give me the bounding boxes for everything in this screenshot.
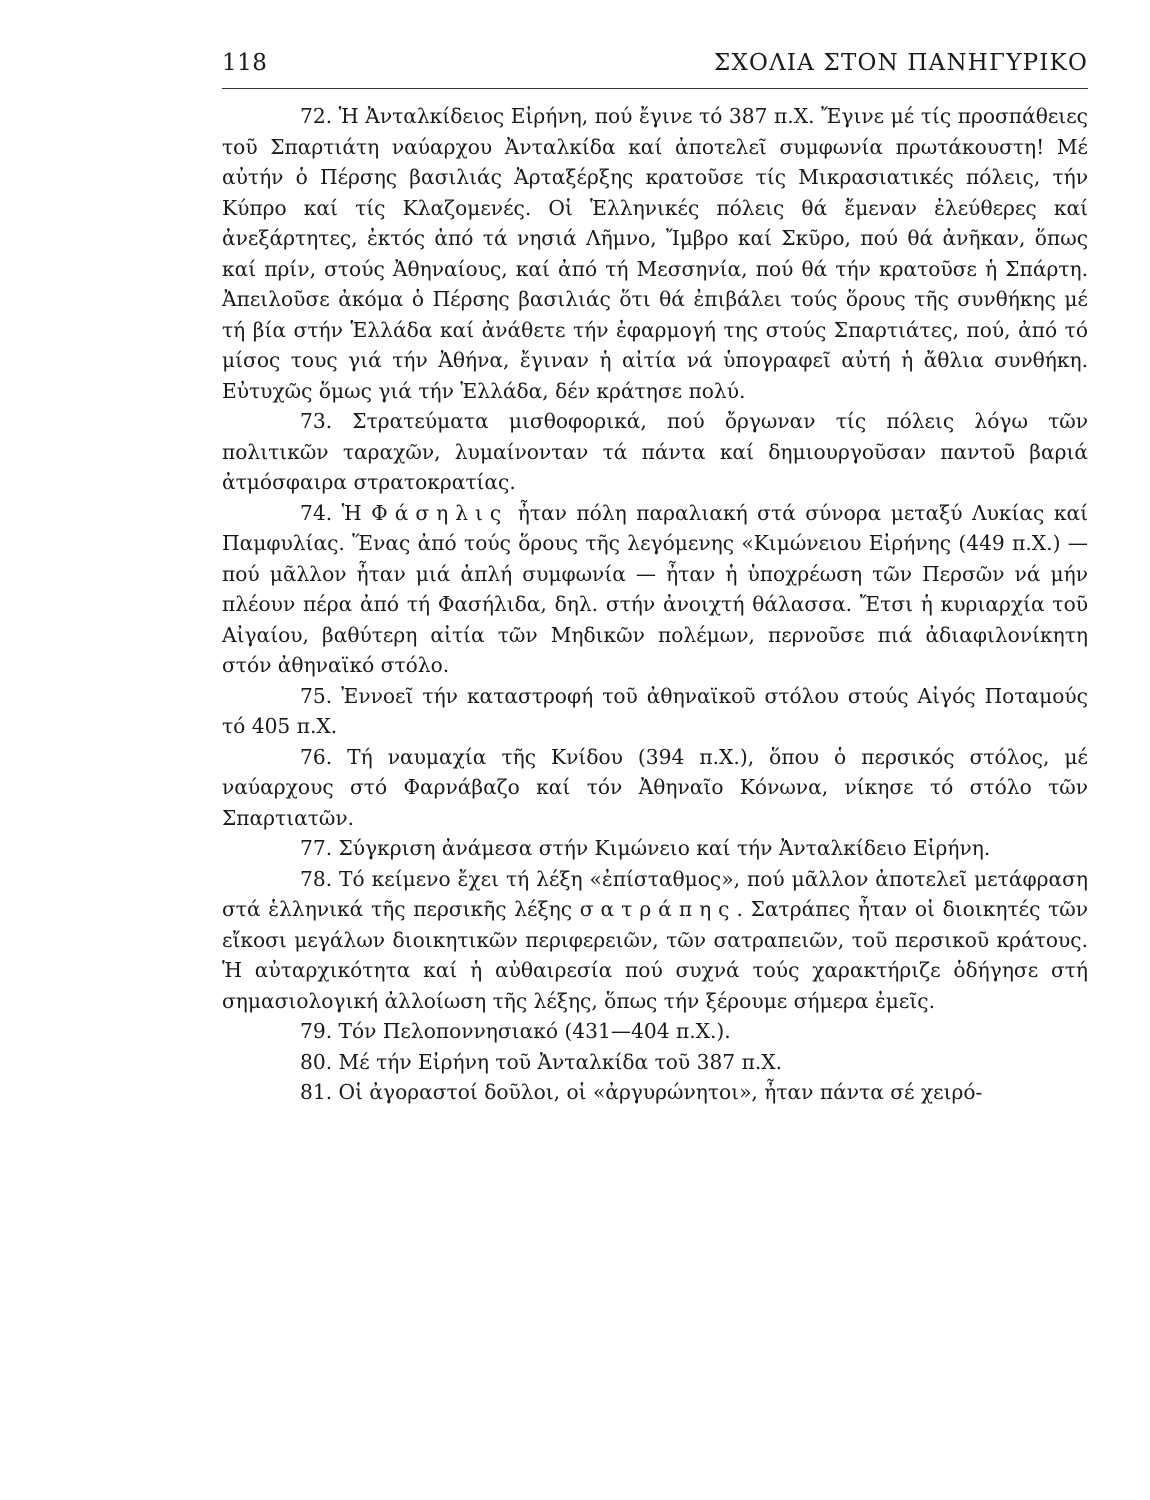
note-77: 77. Σύγκριση ἀνάμεσα στήν Κιμώνειο καί τήν Ἀνταλκίδειο Εἰρήνη. xyxy=(300,836,991,860)
note-74-rest: ἦταν πόλη παραλιακή στά σύνορα μεταξύ Λυκίας καί Παμφυλίας. Ἕνας ἀπό τούς ὅρους τῆς λεγόμενης «Κιμώνειου Εἰρήνης (449 π.Χ.) — πού μᾶλλον ἦταν μιά ἁπλή συμφωνία — ἦταν ἡ ὑποχρέωση τῶν Περσῶν νά μήν πλέουν πέρα ἀπό τή Φασήλιδα, δηλ. στήν ἀνοιχτή θάλασσα. Ἔτσι ἡ κυριαρχία τοῦ Αἰγαίου, βαθύτερη αἰτία τῶν Μηδικῶν πολέμων, περνοῦσε πιά ἀδιαφιλονίκητη στόν ἀθηναϊκό στόλο. xyxy=(222,500,1088,677)
note-80: 80. Μέ τήν Εἰρήνη τοῦ Ἀνταλκίδα τοῦ 387 π.Χ. xyxy=(300,1049,783,1074)
note-74-spaced-term: Φάσηλις xyxy=(371,500,509,525)
running-head xyxy=(222,50,1088,86)
running-title: ΣΧΟΛΙΑ ΣΤΟΝ ΠΑΝΗΓΥΡΙΚΟ xyxy=(714,50,1088,76)
header-rule xyxy=(222,88,1088,89)
note-78-spaced-term: σατράπης xyxy=(579,897,737,921)
note-81: 81. Οἱ ἀγοραστοί δοῦλοι, οἱ «ἀργυρώνητοι», ἦταν πάντα σέ χειρό- xyxy=(300,1080,983,1104)
note-74 xyxy=(222,498,1088,681)
note-75: 75. Ἐννοεῖ τήν καταστροφή τοῦ ἀθηναϊκοῦ στόλου στούς Αἰγός Ποταμούς τό 405 π.Χ. xyxy=(222,683,1088,738)
note-76: 76. Τή ναυμαχία τῆς Κνίδου (394 π.Χ.), ὅπου ὁ περσικός στόλος, μέ ναύαρχους στό Φαρνάβαζο καί τόν Ἀθηναῖο Κόνωνα, νίκησε τό στόλο τῶν Σπαρτιατῶν. xyxy=(222,744,1088,830)
note-78 xyxy=(222,864,1088,1017)
note-74-start: 74. Ἡ xyxy=(300,500,372,525)
page-number: 118 xyxy=(222,50,268,76)
note-78-rest: . Σατράπες ἦταν οἱ διοικητές τῶν εἴκοσι μεγάλων διοικητικῶν περιφερειῶν, τῶν σατραπειῶν, τοῦ περσικοῦ κράτους. Ἡ αὐταρχικότητα καί ἡ αὐθαιρεσία πού συχνά τούς χαρακτήριζε ὁδήγησε στή σημασιολογική ἀλλοίωση τῆς λέξης, ὅπως τήν ξέρουμε σήμερα ἐμεῖς. xyxy=(222,897,1088,1013)
note-78-start: 78. Τό κείμενο ἔχει τή λέξη «ἐπίσταθμος», πού μᾶλλον ἀποτελεῖ μετάφραση στά ἑλληνικά τῆς περσικῆς λέξης xyxy=(222,866,1088,921)
note-72: 72. Ἡ Ἀνταλκίδειος Εἰρήνη, πού ἔγινε τό 387 π.Χ. Ἔγινε μέ τίς προσπάθειες τοῦ Σπαρτιάτη ναύαρχου Ἀνταλκίδα καί ἀποτελεῖ συμφωνία πρωτάκουστη! Μέ αὐτήν ὁ Πέρσης βασιλιάς Ἀρταξέρξης κρατοῦσε τίς Μικρασιατικές πόλεις, τήν Κύπρο καί τίς Κλαζομενές. Οἱ Ἑλληνικές πόλεις θά ἔμεναν ἐλεύθερες καί ἀνεξάρτητες, ἐκτός ἀπό τά νησιά Λῆμνο, Ἴμβρο καί Σκῦρο, πού θά ἀνῆκαν, ὅπως καί πρίν, στούς Ἀθηναίους, καί ἀπό τή Μεσσηνία, πού θά τήν κρατοῦσε ἡ Σπάρτη. Ἀπειλοῦσε ἀκόμα ὁ Πέρσης βασιλιάς ὅτι θά ἐπιβάλει τούς ὅρους τῆς συνθήκης μέ τή βία στήν Ἑλλάδα καί ἀνάθετε τήν ἐφαρμογή της στούς Σπαρτιάτες, πού, ἀπό τό μίσος τους γιά τήν Ἀθήνα, ἔγιναν ἡ αἰτία νά ὑπογραφεῖ αὐτή ἡ ἄθλια συνθήκη. Εὐτυχῶς ὅμως γιά τήν Ἑλλάδα, δέν κράτησε πολύ. xyxy=(222,104,1088,403)
note-73: 73. Στρατεύματα μισθοφορικά, πού ὄργωναν τίς πόλεις λόγω τῶν πολιτικῶν ταραχῶν, λυμαίνονταν τά πάντα καί δημιουργοῦσαν παντοῦ βαριά ἀτμόσφαιρα στρατοκρατίας. xyxy=(222,409,1088,494)
notes-body xyxy=(222,101,1088,1108)
note-79: 79. Τόν Πελοποννησιακό (431—404 π.Χ.). xyxy=(300,1019,731,1043)
page xyxy=(222,50,1088,1108)
